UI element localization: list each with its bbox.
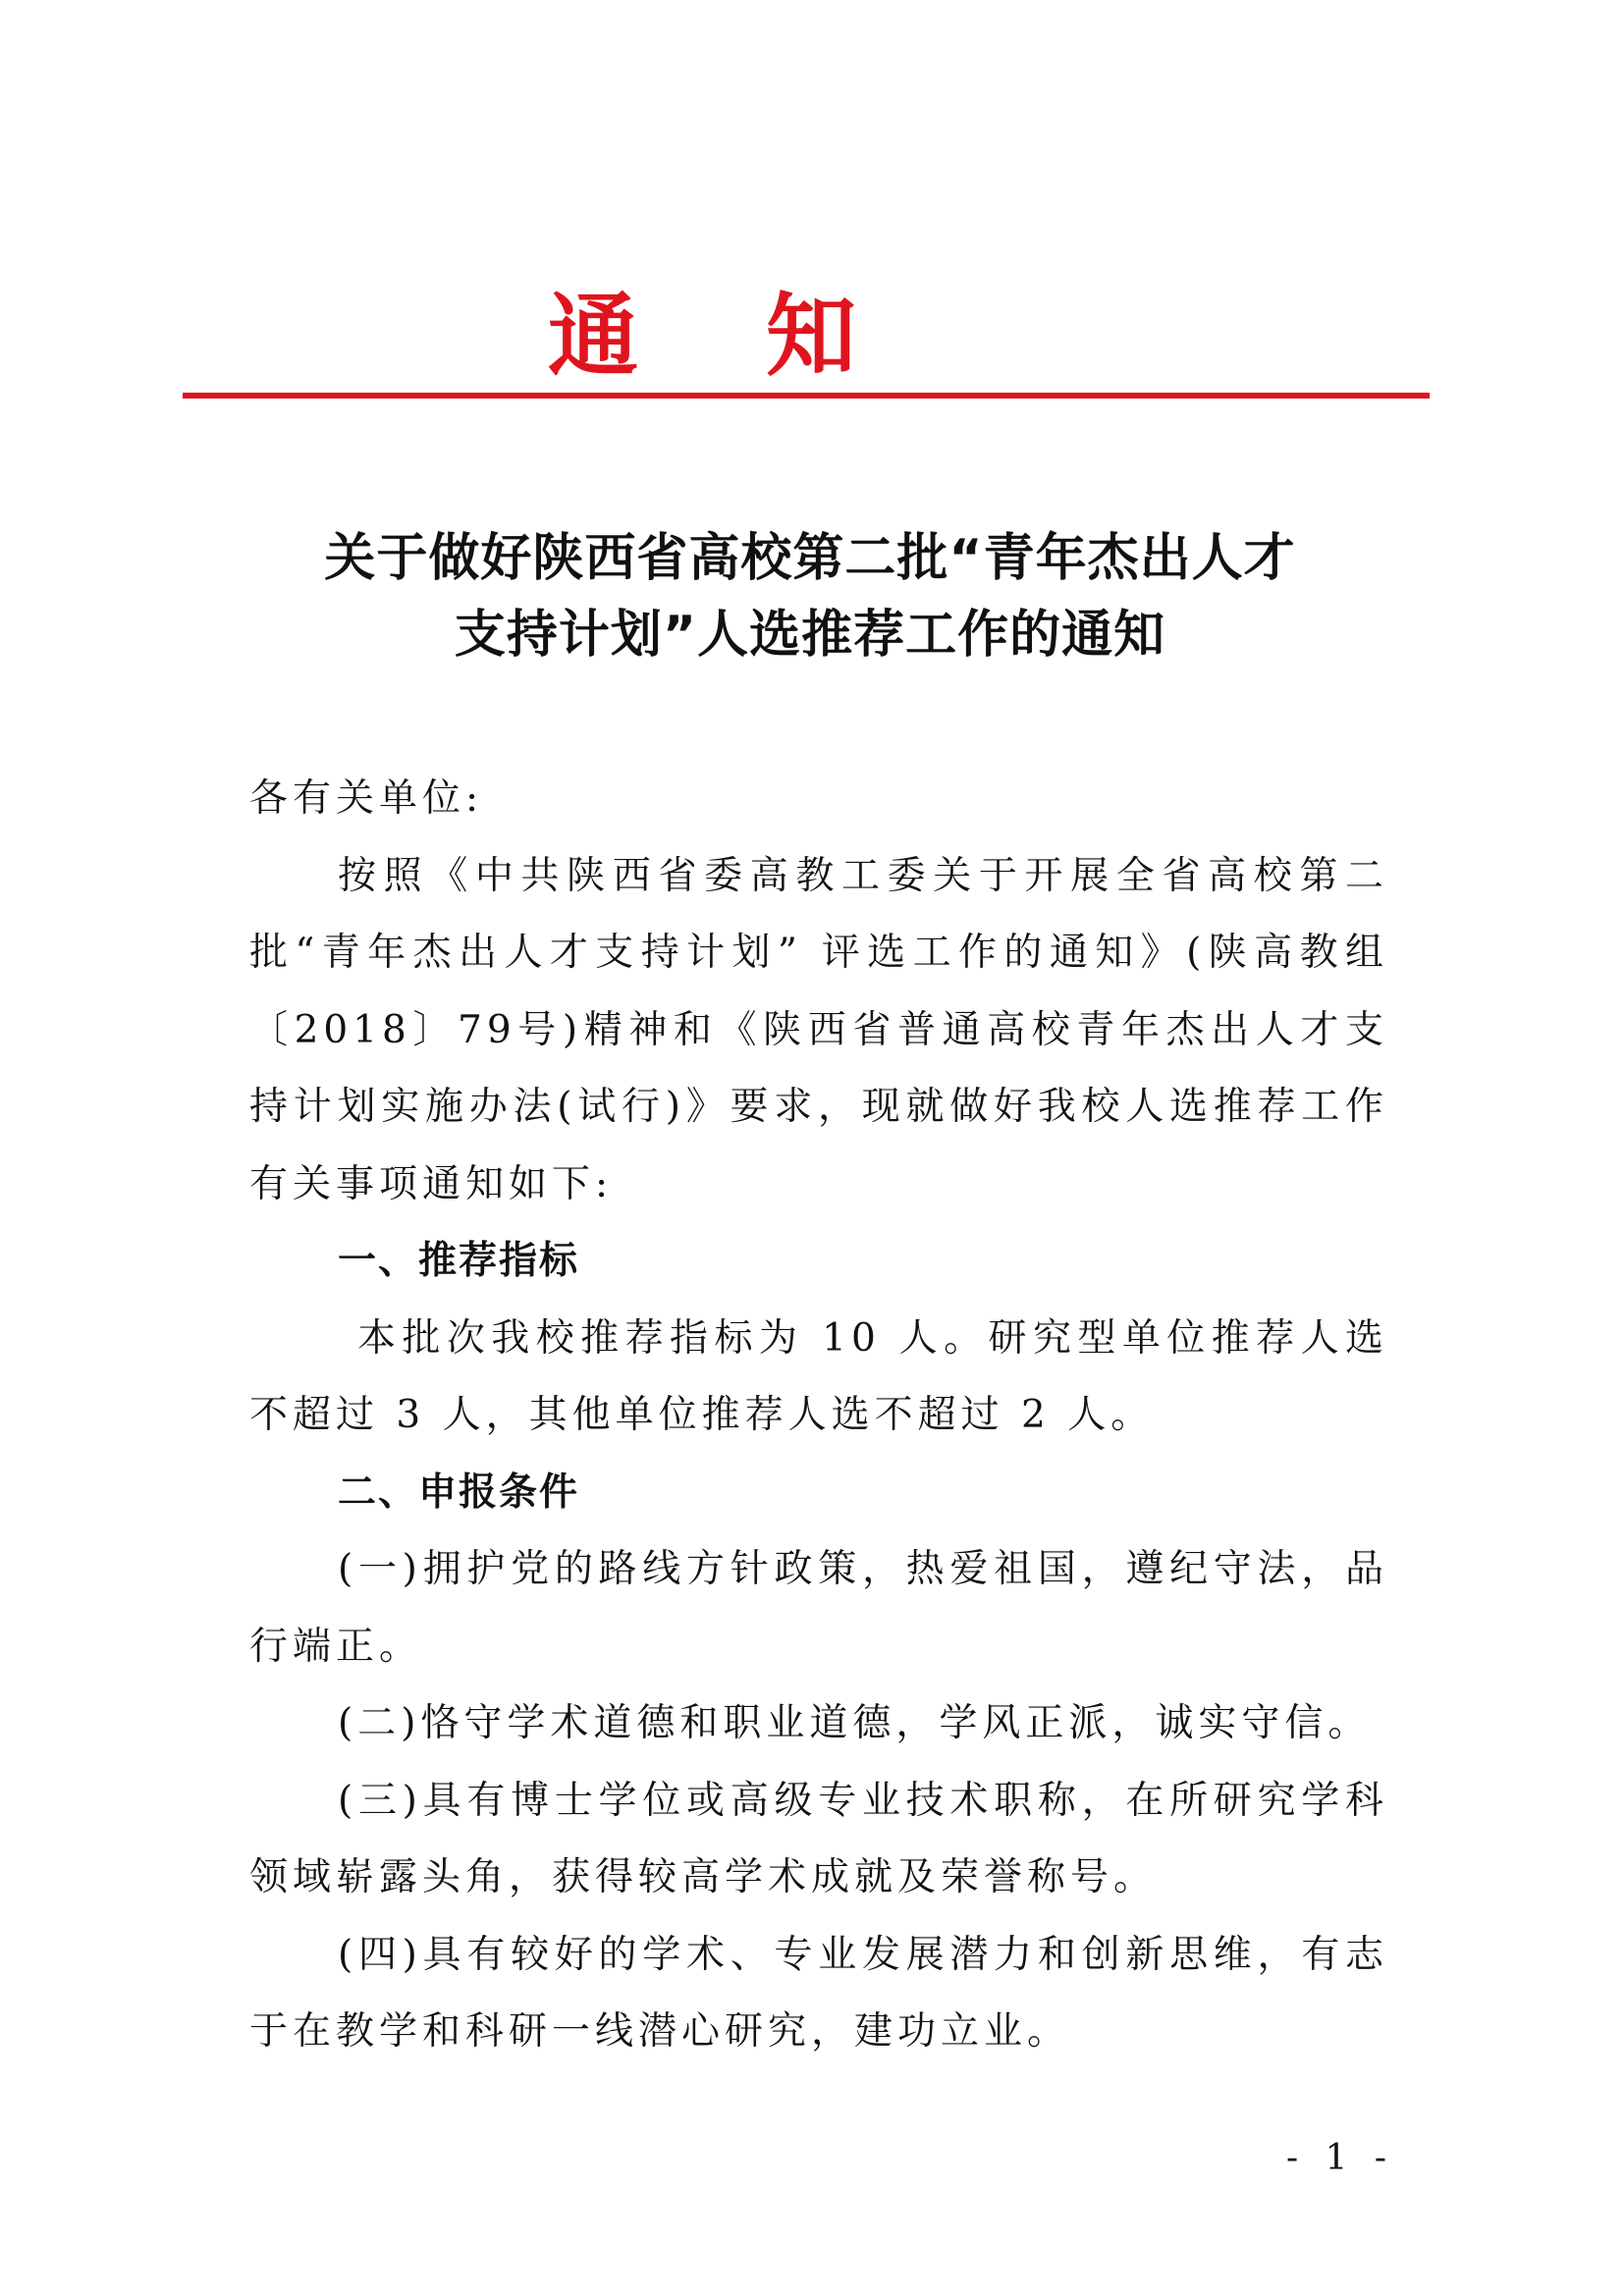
section-1-paragraph: 本批次我校推荐指标为 10 人。研究型单位推荐人选不超过 3 人，其他单位推荐人选不超过 2 人。 bbox=[249, 1315, 1388, 1437]
document-title bbox=[177, 520, 1443, 673]
intro-paragraph: 按照《中共陕西省委高教工委关于开展全省高校第二批“青年杰出人才支持计划” 评选工作的通知》(陕高教组〔2018〕79号)精神和《陕西省普通高校青年杰出人才支持计划实施办法(试行)》要求，现就做好我校人选推荐工作有关事项通知如下: bbox=[249, 853, 1388, 1206]
document-body bbox=[249, 761, 1388, 2071]
condition-item-1: (一)拥护党的路线方针政策，热爱祖国，遵纪守法，品行端正。 bbox=[249, 1547, 1388, 1669]
section-1-heading: 一、推荐指标 bbox=[338, 1239, 580, 1283]
condition-item-3: (三)具有博士学位或高级专业技术职称，在所研究学科领域崭露头角，获得较高学术成就及荣誉称号。 bbox=[249, 1778, 1388, 1899]
section-2-heading: 二、申报条件 bbox=[338, 1469, 580, 1515]
document-title-line-2: 支持计划”人选推荐工作的通知 bbox=[454, 606, 1166, 665]
salutation: 各有关单位: bbox=[249, 776, 484, 821]
notice-header-title: 通知 bbox=[547, 284, 984, 389]
condition-item-2: (二)恪守学术道德和职业道德，学风正派，诚实守信。 bbox=[338, 1701, 1372, 1745]
condition-item-4: (四)具有较好的学术、专业发展潜力和创新思维，有志于在教学和科研一线潜心研究，建功立业。 bbox=[249, 1932, 1388, 2054]
page-number: - 1 - bbox=[1285, 2138, 1395, 2178]
document-title-line-1: 关于做好陕西省高校第二批“青年杰出人才 bbox=[324, 529, 1296, 588]
red-header-rule bbox=[183, 393, 1430, 399]
